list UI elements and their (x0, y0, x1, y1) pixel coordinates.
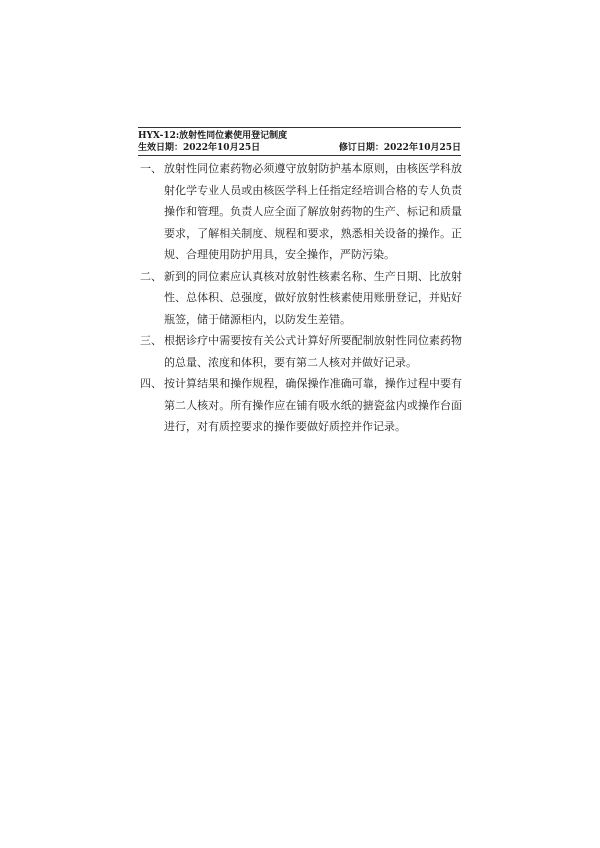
item-number: 一、 (140, 162, 162, 175)
regulation-item-4 (140, 373, 462, 438)
item-text: 按计算结果和操作规程，确保操作准确可靠，操作过程中要有第二人核对。所有操作应在铺有吸水纸的搪瓷盆内或操作台面进行，对有质控要求的操作要做好质控并作记录。 (164, 377, 462, 433)
revision-date: 修订日期：2022年10月25日 (338, 143, 461, 153)
regulation-item-2 (140, 266, 462, 331)
regulation-body (140, 158, 462, 438)
item-text: 根据诊疗中需要按有关公式计算好所要配制放射性同位素药物的总量、浓度和体积，要有第二人核对并做好记录。 (164, 334, 462, 369)
date-row (138, 142, 461, 156)
document-header (138, 127, 461, 156)
item-text: 放射性同位素药物必须遵守放射防护基本原则，由核医学科放射化学专业人员或由核医学科上任指定经培训合格的专人负责操作和管理。负责人应全面了解放射药物的生产、标记和质量要求，了解相关制度、规程和要求，熟悉相关设备的操作。正规、合理使用防护用具，安全操作，严防污染。 (164, 162, 462, 261)
item-text: 新到的同位素应认真核对放射性核素名称、生产日期、比放射性、总体积、总强度，做好放射性核素使用账册登记，并贴好瓶签，储于储源柜内，以防发生差错。 (164, 269, 462, 326)
item-number: 二、 (140, 269, 162, 283)
regulation-item-3 (140, 330, 462, 373)
item-number: 四、 (140, 377, 162, 390)
effective-date: 生效日期：2022年10月25日 (138, 143, 261, 153)
document-title: HYX-12:放射性同位素使用登记制度 (138, 131, 288, 141)
regulation-item-1 (140, 158, 462, 266)
item-number: 三、 (140, 334, 162, 347)
